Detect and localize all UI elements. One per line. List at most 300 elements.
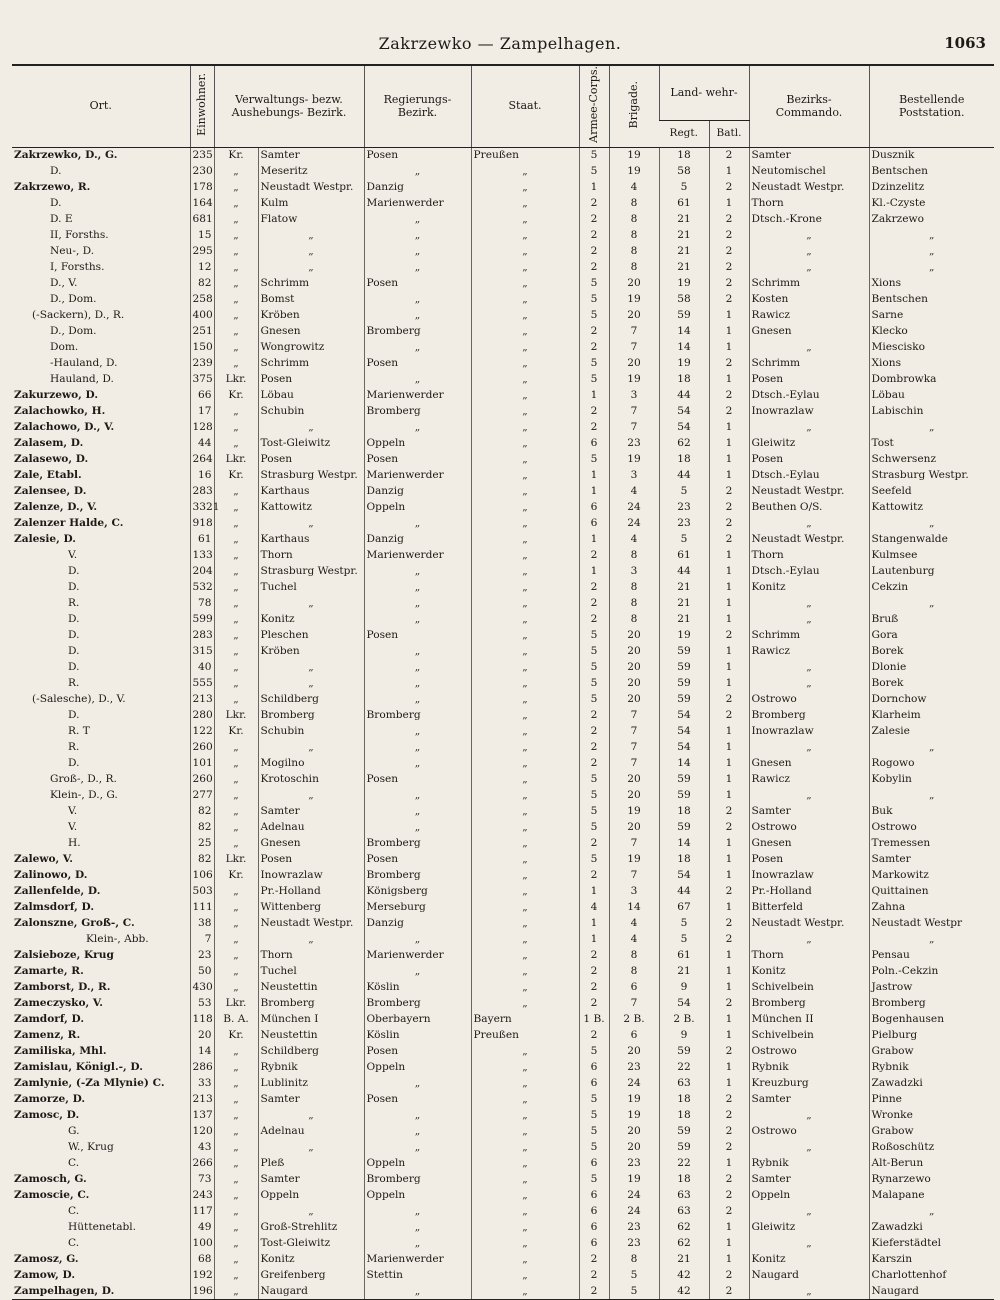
- cell-regt: 63: [659, 1187, 709, 1203]
- cell-regierung: Posen: [364, 355, 471, 371]
- cell-brigade: 4: [609, 531, 659, 547]
- cell-regt: 59: [659, 691, 709, 707]
- cell-regierung: „: [364, 291, 471, 307]
- cell-verwaltung: Gnesen: [258, 323, 364, 339]
- cell-regt: 42: [659, 1283, 709, 1299]
- cell-poststation: Charlottenhof: [869, 1267, 994, 1283]
- cell-regt: 61: [659, 947, 709, 963]
- cell-einwohner: 68: [190, 1251, 214, 1267]
- cell-ort: D.: [68, 757, 80, 770]
- table-row: [12, 1091, 994, 1107]
- cell-staat: „: [471, 979, 579, 995]
- cell-armeecorps: 4: [579, 899, 609, 915]
- cell-staat: „: [471, 515, 579, 531]
- cell-verwaltung: Kattowitz: [258, 499, 364, 515]
- cell-kreistyp: „: [214, 515, 258, 531]
- table-row: [12, 931, 994, 947]
- cell-kreistyp: „: [214, 1059, 258, 1075]
- cell-staat: „: [471, 371, 579, 387]
- cell-einwohner: 44: [190, 435, 214, 451]
- cell-einwohner: 101: [190, 755, 214, 771]
- cell-regierung: „: [364, 643, 471, 659]
- cell-poststation: Roßoschütz: [869, 1139, 994, 1155]
- table-row: [12, 1123, 994, 1139]
- cell-ort: C.: [68, 1205, 80, 1218]
- table-row: [12, 723, 994, 739]
- table-row: [12, 659, 994, 675]
- cell-poststation: Stangenwalde: [869, 531, 994, 547]
- cell-kreistyp: „: [214, 1043, 258, 1059]
- cell-brigade: 7: [609, 755, 659, 771]
- cell-regierung: „: [364, 1107, 471, 1123]
- cell-verwaltung: Pleß: [258, 1155, 364, 1171]
- cell-einwohner: 283: [190, 483, 214, 499]
- cell-ort: R. T: [68, 725, 90, 738]
- cell-regt: 18: [659, 371, 709, 387]
- cell-staat: „: [471, 1283, 579, 1299]
- cell-armeecorps: 5: [579, 819, 609, 835]
- cell-ort: V.: [68, 549, 78, 562]
- cell-brigade: 19: [609, 803, 659, 819]
- table-row: [12, 739, 994, 755]
- cell-regt: 59: [659, 659, 709, 675]
- cell-bezirkscommando: Kosten: [749, 291, 869, 307]
- cell-bezirkscommando: Schrimm: [749, 355, 869, 371]
- cell-poststation: Miescisko: [869, 339, 994, 355]
- table-row: [12, 387, 994, 403]
- cell-kreistyp: „: [214, 243, 258, 259]
- cell-verwaltung: Flatow: [258, 211, 364, 227]
- cell-poststation: Kobylin: [869, 771, 994, 787]
- cell-kreistyp: B. A.: [214, 1011, 258, 1027]
- cell-regierung: „: [364, 1139, 471, 1155]
- cell-ort: D.: [50, 165, 62, 178]
- cell-regierung: „: [364, 563, 471, 579]
- table-row: [12, 1075, 994, 1091]
- cell-batl: 1: [709, 963, 749, 979]
- cell-brigade: 5: [609, 1283, 659, 1299]
- cell-verwaltung: Bomst: [258, 291, 364, 307]
- cell-poststation: Labischin: [869, 403, 994, 419]
- cell-poststation: Klarheim: [869, 707, 994, 723]
- cell-poststation: Kl.-Czyste: [869, 195, 994, 211]
- cell-armeecorps: 2: [579, 419, 609, 435]
- cell-bezirkscommando: „: [749, 1139, 869, 1155]
- cell-bezirkscommando: „: [749, 515, 869, 531]
- cell-armeecorps: 1: [579, 563, 609, 579]
- cell-bezirkscommando: Konitz: [749, 963, 869, 979]
- cell-bezirkscommando: München II: [749, 1011, 869, 1027]
- cell-bezirkscommando: „: [749, 739, 869, 755]
- table-row: [12, 1059, 994, 1075]
- cell-poststation: Cekzin: [869, 579, 994, 595]
- cell-regt: 5: [659, 931, 709, 947]
- cell-regt: 59: [659, 787, 709, 803]
- table-row: [12, 1187, 994, 1203]
- cell-bezirkscommando: Thorn: [749, 547, 869, 563]
- cell-ort: (-Salesche), D., V.: [32, 693, 126, 706]
- cell-ort: D.: [68, 661, 80, 674]
- cell-einwohner: 118: [190, 1011, 214, 1027]
- cell-batl: 2: [709, 1203, 749, 1219]
- cell-staat: „: [471, 403, 579, 419]
- cell-armeecorps: 6: [579, 1219, 609, 1235]
- cell-kreistyp: „: [214, 739, 258, 755]
- cell-bezirkscommando: Naugard: [749, 1267, 869, 1283]
- cell-armeecorps: 5: [579, 275, 609, 291]
- table-row: [12, 515, 994, 531]
- cell-brigade: 8: [609, 947, 659, 963]
- cell-bezirkscommando: Ostrowo: [749, 1123, 869, 1139]
- cell-batl: 1: [709, 435, 749, 451]
- table-row: [12, 499, 994, 515]
- cell-armeecorps: 2: [579, 195, 609, 211]
- cell-regt: 9: [659, 979, 709, 995]
- cell-regierung: „: [364, 931, 471, 947]
- cell-staat: „: [471, 707, 579, 723]
- cell-bezirkscommando: Ostrowo: [749, 819, 869, 835]
- cell-einwohner: 122: [190, 723, 214, 739]
- cell-bezirkscommando: Dtsch.-Krone: [749, 211, 869, 227]
- cell-poststation: Poln.-Cekzin: [869, 963, 994, 979]
- table-row: [12, 787, 994, 803]
- cell-verwaltung: München I: [258, 1011, 364, 1027]
- cell-staat: „: [471, 195, 579, 211]
- cell-ort: Zamoscie, C.: [14, 1189, 90, 1202]
- cell-ort: C.: [68, 1237, 80, 1250]
- cell-batl: 1: [709, 195, 749, 211]
- cell-ort: Hauland, D.: [50, 373, 114, 386]
- cell-regierung: Marienwerder: [364, 1251, 471, 1267]
- cell-brigade: 8: [609, 227, 659, 243]
- cell-armeecorps: 5: [579, 1107, 609, 1123]
- cell-regt: 54: [659, 707, 709, 723]
- cell-ort: Neu-, D.: [50, 245, 95, 258]
- cell-bezirkscommando: Schivelbein: [749, 1027, 869, 1043]
- cell-batl: 2: [709, 387, 749, 403]
- cell-ort: Zalasewo, D.: [14, 453, 89, 466]
- table-row: [12, 915, 994, 931]
- cell-regierung: „: [364, 371, 471, 387]
- cell-regt: 21: [659, 579, 709, 595]
- cell-einwohner: 50: [190, 963, 214, 979]
- cell-poststation: „: [869, 595, 994, 611]
- cell-ort: V.: [68, 821, 78, 834]
- cell-brigade: 3: [609, 467, 659, 483]
- cell-staat: „: [471, 915, 579, 931]
- cell-bezirkscommando: Neutomischel: [749, 163, 869, 179]
- cell-regierung: „: [364, 259, 471, 275]
- cell-regt: 63: [659, 1075, 709, 1091]
- cell-regierung: „: [364, 595, 471, 611]
- cell-armeecorps: 2: [579, 755, 609, 771]
- cell-ort: Zamosc, D.: [14, 1109, 80, 1122]
- cell-kreistyp: „: [214, 755, 258, 771]
- cell-regierung: Marienwerder: [364, 195, 471, 211]
- cell-batl: 2: [709, 819, 749, 835]
- cell-bezirkscommando: Gnesen: [749, 323, 869, 339]
- cell-poststation: Zawadzki: [869, 1219, 994, 1235]
- cell-poststation: Karszin: [869, 1251, 994, 1267]
- cell-regt: 18: [659, 803, 709, 819]
- cell-verwaltung: „: [258, 259, 364, 275]
- cell-verwaltung: Inowrazlaw: [258, 867, 364, 883]
- cell-bezirkscommando: Schrimm: [749, 275, 869, 291]
- cell-verwaltung: Samter: [258, 147, 364, 163]
- cell-batl: 1: [709, 579, 749, 595]
- table-row: [12, 1171, 994, 1187]
- cell-armeecorps: 5: [579, 291, 609, 307]
- col-regierung-header: Regierungs- Bezirk.: [364, 65, 471, 147]
- cell-regierung: „: [364, 739, 471, 755]
- cell-armeecorps: 2: [579, 979, 609, 995]
- cell-bezirkscommando: Pr.-Holland: [749, 883, 869, 899]
- cell-brigade: 7: [609, 723, 659, 739]
- cell-batl: 2: [709, 931, 749, 947]
- cell-regt: 18: [659, 451, 709, 467]
- cell-regt: 54: [659, 867, 709, 883]
- cell-ort: Zalonszne, Groß-, C.: [14, 917, 135, 930]
- cell-poststation: Tost: [869, 435, 994, 451]
- cell-regierung: Posen: [364, 627, 471, 643]
- cell-batl: 1: [709, 867, 749, 883]
- cell-einwohner: 192: [190, 1267, 214, 1283]
- cell-regt: 61: [659, 195, 709, 211]
- cell-bezirkscommando: Schivelbein: [749, 979, 869, 995]
- cell-brigade: 6: [609, 1027, 659, 1043]
- cell-kreistyp: „: [214, 179, 258, 195]
- cell-regt: 2 B.: [659, 1011, 709, 1027]
- table-row: [12, 1043, 994, 1059]
- cell-armeecorps: 1: [579, 931, 609, 947]
- cell-bezirkscommando: Rybnik: [749, 1059, 869, 1075]
- cell-regierung: Bromberg: [364, 995, 471, 1011]
- cell-kreistyp: „: [214, 1139, 258, 1155]
- cell-regierung: „: [364, 963, 471, 979]
- cell-einwohner: 400: [190, 307, 214, 323]
- cell-brigade: 4: [609, 915, 659, 931]
- cell-ort: D.: [68, 565, 80, 578]
- cell-regt: 42: [659, 1267, 709, 1283]
- cell-einwohner: 280: [190, 707, 214, 723]
- cell-kreistyp: „: [214, 899, 258, 915]
- cell-bezirkscommando: Gleiwitz: [749, 435, 869, 451]
- cell-ort: Zameczysko, V.: [14, 997, 103, 1010]
- cell-batl: 1: [709, 1027, 749, 1043]
- cell-armeecorps: 6: [579, 1075, 609, 1091]
- cell-regt: 58: [659, 163, 709, 179]
- cell-staat: „: [471, 755, 579, 771]
- cell-bezirkscommando: Ostrowo: [749, 691, 869, 707]
- cell-armeecorps: 1: [579, 483, 609, 499]
- cell-regierung: „: [364, 515, 471, 531]
- cell-staat: „: [471, 1155, 579, 1171]
- cell-regierung: Posen: [364, 275, 471, 291]
- cell-poststation: Zakrzewo: [869, 211, 994, 227]
- cell-ort: Zale, Etabl.: [14, 469, 82, 482]
- cell-batl: 2: [709, 1139, 749, 1155]
- cell-batl: 2: [709, 1123, 749, 1139]
- cell-verwaltung: Rybnik: [258, 1059, 364, 1075]
- cell-verwaltung: Samter: [258, 803, 364, 819]
- cell-staat: „: [471, 1075, 579, 1091]
- table-row: [12, 323, 994, 339]
- cell-einwohner: 239: [190, 355, 214, 371]
- cell-batl: 2: [709, 691, 749, 707]
- cell-verwaltung: „: [258, 515, 364, 531]
- cell-batl: 2: [709, 179, 749, 195]
- cell-bezirkscommando: Rawicz: [749, 771, 869, 787]
- cell-regierung: „: [364, 307, 471, 323]
- cell-poststation: Buk: [869, 803, 994, 819]
- cell-einwohner: 555: [190, 675, 214, 691]
- cell-armeecorps: 2: [579, 595, 609, 611]
- cell-kreistyp: „: [214, 1171, 258, 1187]
- cell-regt: 59: [659, 1139, 709, 1155]
- cell-einwohner: 53: [190, 995, 214, 1011]
- cell-staat: „: [471, 595, 579, 611]
- cell-ort: Zalinowo, D.: [14, 869, 88, 882]
- cell-staat: „: [471, 787, 579, 803]
- cell-kreistyp: „: [214, 595, 258, 611]
- col-bezirkscommando-header: Bezirks- Commando.: [749, 65, 869, 147]
- cell-brigade: 8: [609, 211, 659, 227]
- cell-staat: „: [471, 307, 579, 323]
- cell-brigade: 5: [609, 1267, 659, 1283]
- cell-batl: 2: [709, 515, 749, 531]
- cell-batl: 2: [709, 211, 749, 227]
- cell-poststation: Rogowo: [869, 755, 994, 771]
- cell-regierung: Bromberg: [364, 707, 471, 723]
- cell-verwaltung: „: [258, 931, 364, 947]
- cell-brigade: 4: [609, 931, 659, 947]
- table-row: [12, 403, 994, 419]
- cell-kreistyp: „: [214, 1283, 258, 1299]
- cell-poststation: Wronke: [869, 1107, 994, 1123]
- cell-staat: „: [471, 771, 579, 787]
- cell-ort: Klein-, D., G.: [50, 789, 118, 802]
- cell-brigade: 4: [609, 483, 659, 499]
- page-header: [0, 34, 1000, 58]
- cell-ort: (-Sackern), D., R.: [32, 309, 125, 322]
- cell-poststation: „: [869, 243, 994, 259]
- cell-regierung: „: [364, 339, 471, 355]
- cell-ort: Zamborst, D., R.: [14, 981, 111, 994]
- cell-poststation: Xions: [869, 275, 994, 291]
- cell-ort: Klein-, Abb.: [86, 933, 149, 946]
- cell-poststation: Pensau: [869, 947, 994, 963]
- cell-verwaltung: Schubin: [258, 403, 364, 419]
- cell-brigade: 8: [609, 579, 659, 595]
- table-row: [12, 595, 994, 611]
- cell-einwohner: 260: [190, 739, 214, 755]
- cell-kreistyp: „: [214, 963, 258, 979]
- cell-regt: 14: [659, 339, 709, 355]
- cell-kreistyp: „: [214, 195, 258, 211]
- cell-bezirkscommando: Rybnik: [749, 1155, 869, 1171]
- cell-batl: 2: [709, 403, 749, 419]
- cell-regierung: Bromberg: [364, 1171, 471, 1187]
- cell-brigade: 20: [609, 307, 659, 323]
- cell-verwaltung: Bromberg: [258, 707, 364, 723]
- cell-verwaltung: „: [258, 1203, 364, 1219]
- cell-verwaltung: Schrimm: [258, 355, 364, 371]
- cell-poststation: Sarne: [869, 307, 994, 323]
- col-einwohner-header: Einwohner.: [190, 65, 214, 147]
- cell-verwaltung: „: [258, 787, 364, 803]
- cell-verwaltung: Bromberg: [258, 995, 364, 1011]
- cell-staat: „: [471, 803, 579, 819]
- col-staat-header: Staat.: [471, 65, 579, 147]
- cell-ort: Groß-, D., R.: [50, 773, 117, 786]
- cell-batl: 1: [709, 1235, 749, 1251]
- cell-poststation: Borek: [869, 643, 994, 659]
- cell-regt: 22: [659, 1059, 709, 1075]
- cell-bezirkscommando: Dtsch.-Eylau: [749, 563, 869, 579]
- cell-armeecorps: 5: [579, 1043, 609, 1059]
- cell-brigade: 23: [609, 1059, 659, 1075]
- cell-verwaltung: „: [258, 739, 364, 755]
- cell-regierung: „: [364, 659, 471, 675]
- cell-batl: 1: [709, 1251, 749, 1267]
- cell-batl: 2: [709, 1107, 749, 1123]
- cell-armeecorps: 5: [579, 1091, 609, 1107]
- cell-brigade: 8: [609, 611, 659, 627]
- cell-einwohner: 918: [190, 515, 214, 531]
- cell-batl: 2: [709, 1091, 749, 1107]
- cell-armeecorps: 5: [579, 851, 609, 867]
- cell-brigade: 24: [609, 499, 659, 515]
- cell-batl: 1: [709, 755, 749, 771]
- cell-einwohner: 230: [190, 163, 214, 179]
- cell-batl: 2: [709, 147, 749, 163]
- cell-staat: „: [471, 259, 579, 275]
- cell-ort: C.: [68, 1157, 80, 1170]
- cell-regierung: Danzig: [364, 915, 471, 931]
- cell-staat: „: [471, 675, 579, 691]
- cell-armeecorps: 6: [579, 1203, 609, 1219]
- cell-verwaltung: „: [258, 227, 364, 243]
- cell-verwaltung: Neustadt Westpr.: [258, 915, 364, 931]
- cell-staat: „: [471, 1171, 579, 1187]
- cell-staat: „: [471, 627, 579, 643]
- cell-ort: -Hauland, D.: [50, 357, 118, 370]
- cell-bezirkscommando: Konitz: [749, 1251, 869, 1267]
- cell-verwaltung: Lublinitz: [258, 1075, 364, 1091]
- cell-bezirkscommando: Posen: [749, 451, 869, 467]
- cell-batl: 2: [709, 627, 749, 643]
- cell-verwaltung: Kröben: [258, 307, 364, 323]
- cell-ort: Hüttenetabl.: [68, 1221, 137, 1234]
- cell-brigade: 8: [609, 195, 659, 211]
- cell-regierung: Bromberg: [364, 835, 471, 851]
- cell-einwohner: 286: [190, 1059, 214, 1075]
- table-row: [12, 803, 994, 819]
- cell-brigade: 20: [609, 355, 659, 371]
- cell-poststation: Bogenhausen: [869, 1011, 994, 1027]
- cell-bezirkscommando: Ostrowo: [749, 1043, 869, 1059]
- cell-kreistyp: Kr.: [214, 387, 258, 403]
- cell-ort: D.: [68, 709, 80, 722]
- cell-regierung: Marienwerder: [364, 947, 471, 963]
- cell-verwaltung: Meseritz: [258, 163, 364, 179]
- cell-bezirkscommando: Posen: [749, 371, 869, 387]
- cell-bezirkscommando: „: [749, 259, 869, 275]
- cell-armeecorps: 2: [579, 243, 609, 259]
- cell-verwaltung: Thorn: [258, 947, 364, 963]
- cell-regierung: „: [364, 819, 471, 835]
- cell-staat: „: [471, 835, 579, 851]
